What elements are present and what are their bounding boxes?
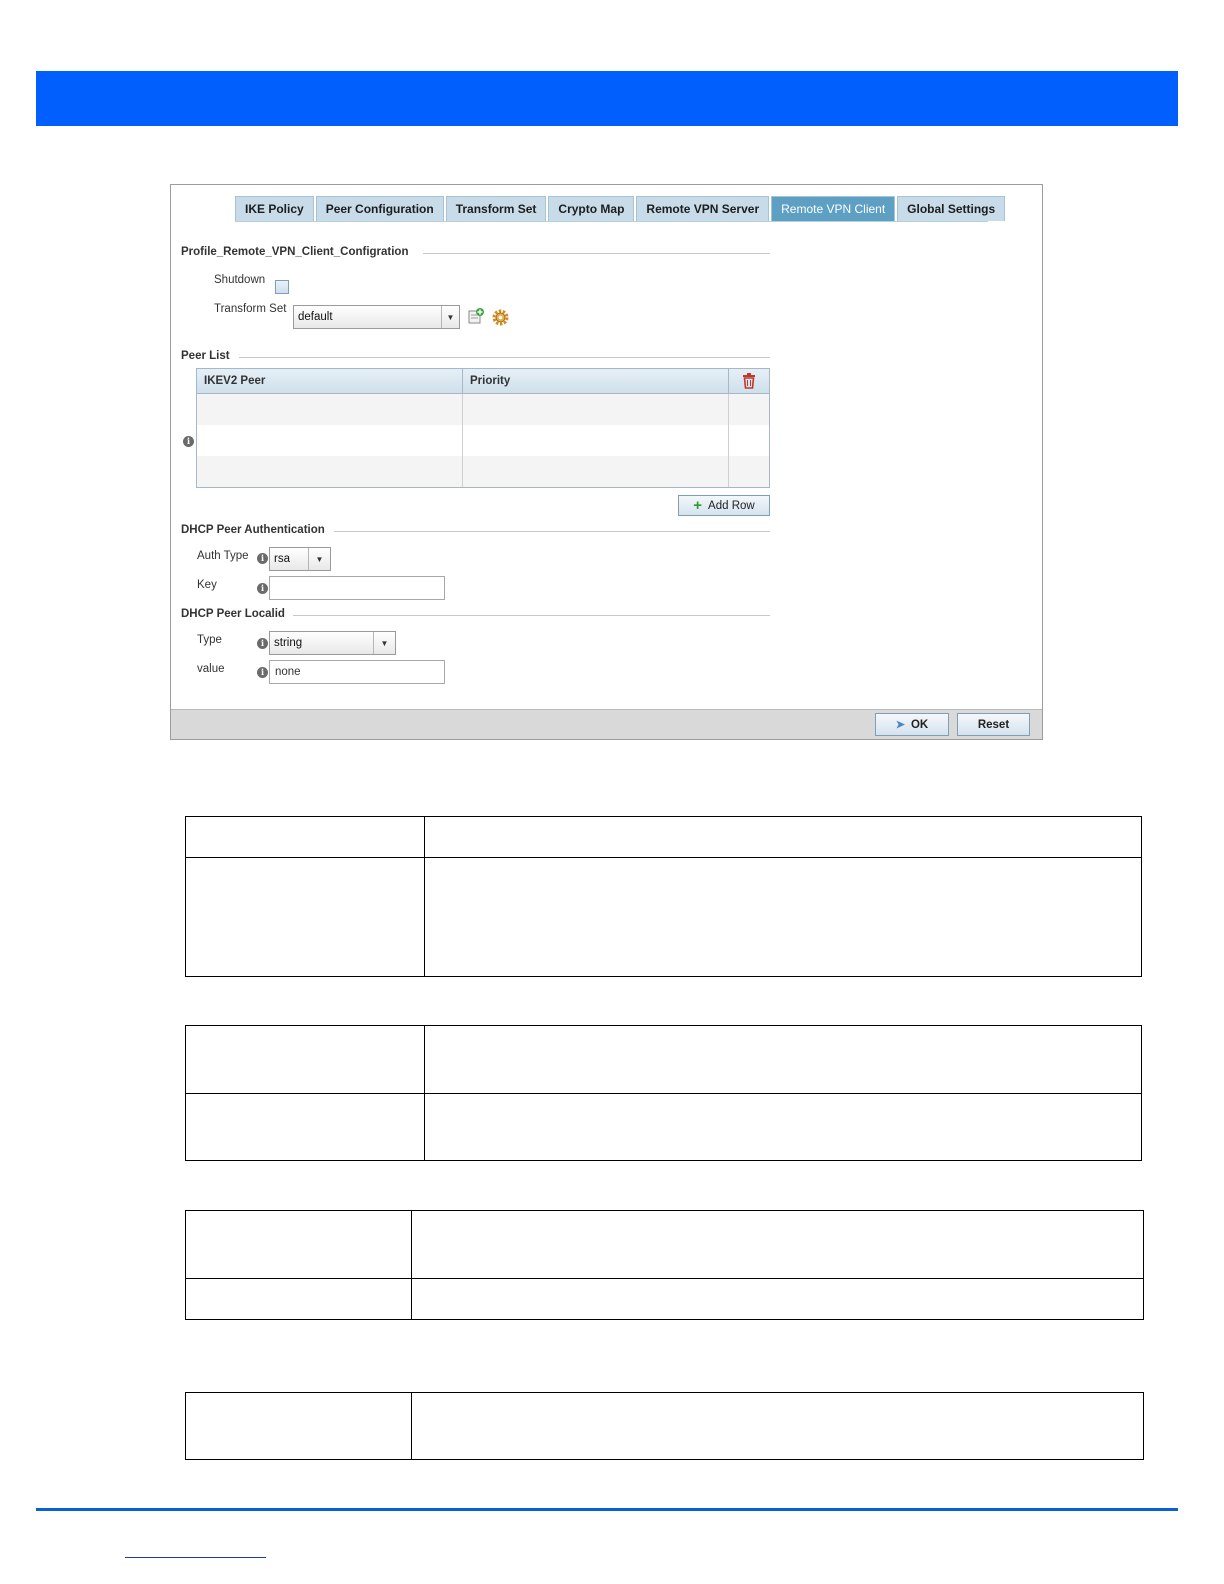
table-row-divider <box>186 1093 1141 1094</box>
create-new-icon[interactable] <box>468 308 484 324</box>
ok-icon: ➤ <box>895 719 905 731</box>
info-icon: i <box>257 638 268 649</box>
description-table-2 <box>185 1025 1142 1161</box>
chevron-down-icon: ▼ <box>308 548 330 570</box>
dhcp-localid-legend: DHCP Peer Localid <box>181 608 285 620</box>
peer-list-legend-rule <box>239 357 770 358</box>
description-table-1 <box>185 816 1142 977</box>
table-cell <box>463 456 729 487</box>
table-row[interactable] <box>197 394 769 425</box>
auth-type-select[interactable] <box>269 547 331 571</box>
footer-link-underline[interactable] <box>125 1557 266 1558</box>
tab-bar <box>235 196 1007 221</box>
shutdown-label: Shutdown <box>214 274 266 286</box>
description-table-4 <box>185 1392 1144 1460</box>
table-cell <box>197 456 463 487</box>
tab-crypto-map[interactable]: Crypto Map <box>548 196 634 221</box>
chevron-down-icon: ▼ <box>441 306 459 328</box>
table-header <box>197 369 769 394</box>
header-band <box>36 71 1178 126</box>
localid-type-select[interactable] <box>269 631 396 655</box>
table-cell <box>197 425 463 456</box>
info-icon: i <box>257 583 268 594</box>
table-row-divider <box>186 857 1141 858</box>
peer-list-legend: Peer List <box>181 350 230 362</box>
reset-button[interactable] <box>957 713 1030 736</box>
column-header-ikev2-peer[interactable]: IKEV2 Peer <box>197 369 463 393</box>
ok-label: OK <box>910 718 929 731</box>
dhcp-auth-legend-rule <box>334 531 770 532</box>
profile-legend-rule <box>423 253 770 254</box>
tab-peer-configuration[interactable]: Peer Configuration <box>316 196 444 221</box>
ok-button[interactable] <box>875 713 949 736</box>
localid-value-input[interactable]: none <box>269 660 445 684</box>
reset-label: Reset <box>977 718 1010 731</box>
delete-column <box>729 369 769 393</box>
table-cell <box>197 394 463 425</box>
tab-remote-vpn-client[interactable]: Remote VPN Client <box>771 196 895 221</box>
table-cell <box>729 394 769 425</box>
table-column-divider <box>424 817 425 976</box>
plus-icon: + <box>693 497 703 514</box>
tab-global-settings[interactable]: Global Settings <box>897 196 1005 221</box>
remote-vpn-client-screenshot <box>170 184 1043 740</box>
table-row[interactable] <box>197 425 769 456</box>
profile-legend: Profile_Remote_VPN_Client_Configration <box>181 246 409 258</box>
transform-set-label: Transform Set <box>214 303 287 315</box>
tab-transform-set[interactable]: Transform Set <box>446 196 547 221</box>
table-cell <box>463 425 729 456</box>
auth-type-label: Auth Type <box>197 550 249 562</box>
auth-type-value: rsa <box>274 553 290 565</box>
shutdown-checkbox[interactable] <box>275 280 289 294</box>
localid-type-value: string <box>274 637 303 649</box>
table-cell <box>729 425 769 456</box>
tab-ike-policy[interactable]: IKE Policy <box>235 196 314 221</box>
footer-rule <box>36 1508 1178 1511</box>
table-column-divider <box>424 1026 425 1160</box>
table-cell <box>463 394 729 425</box>
key-input[interactable] <box>269 576 445 600</box>
description-table-3 <box>185 1210 1144 1320</box>
table-column-divider <box>411 1393 412 1459</box>
table-row-divider <box>186 1278 1143 1279</box>
value-label: value <box>197 663 225 675</box>
table-cell <box>729 456 769 487</box>
transform-set-value: default <box>298 311 333 323</box>
tab-remote-vpn-server[interactable]: Remote VPN Server <box>636 196 769 221</box>
add-row-button[interactable] <box>678 495 770 516</box>
dhcp-localid-legend-rule <box>293 615 770 616</box>
tab-underline <box>235 221 988 222</box>
peer-list-table <box>196 368 770 488</box>
type-label: Type <box>197 634 222 646</box>
dhcp-auth-legend: DHCP Peer Authentication <box>181 524 325 536</box>
gear-icon[interactable] <box>492 309 509 326</box>
info-icon: i <box>257 553 268 564</box>
transform-set-select[interactable] <box>293 305 460 329</box>
add-row-label: Add Row <box>708 499 755 512</box>
info-icon: i <box>183 436 194 447</box>
trash-icon[interactable] <box>742 373 756 389</box>
column-header-priority[interactable]: Priority <box>463 369 729 393</box>
chevron-down-icon: ▼ <box>373 632 395 654</box>
table-row[interactable] <box>197 456 769 487</box>
table-column-divider <box>411 1211 412 1319</box>
info-icon: i <box>257 667 268 678</box>
key-label: Key <box>197 579 217 591</box>
